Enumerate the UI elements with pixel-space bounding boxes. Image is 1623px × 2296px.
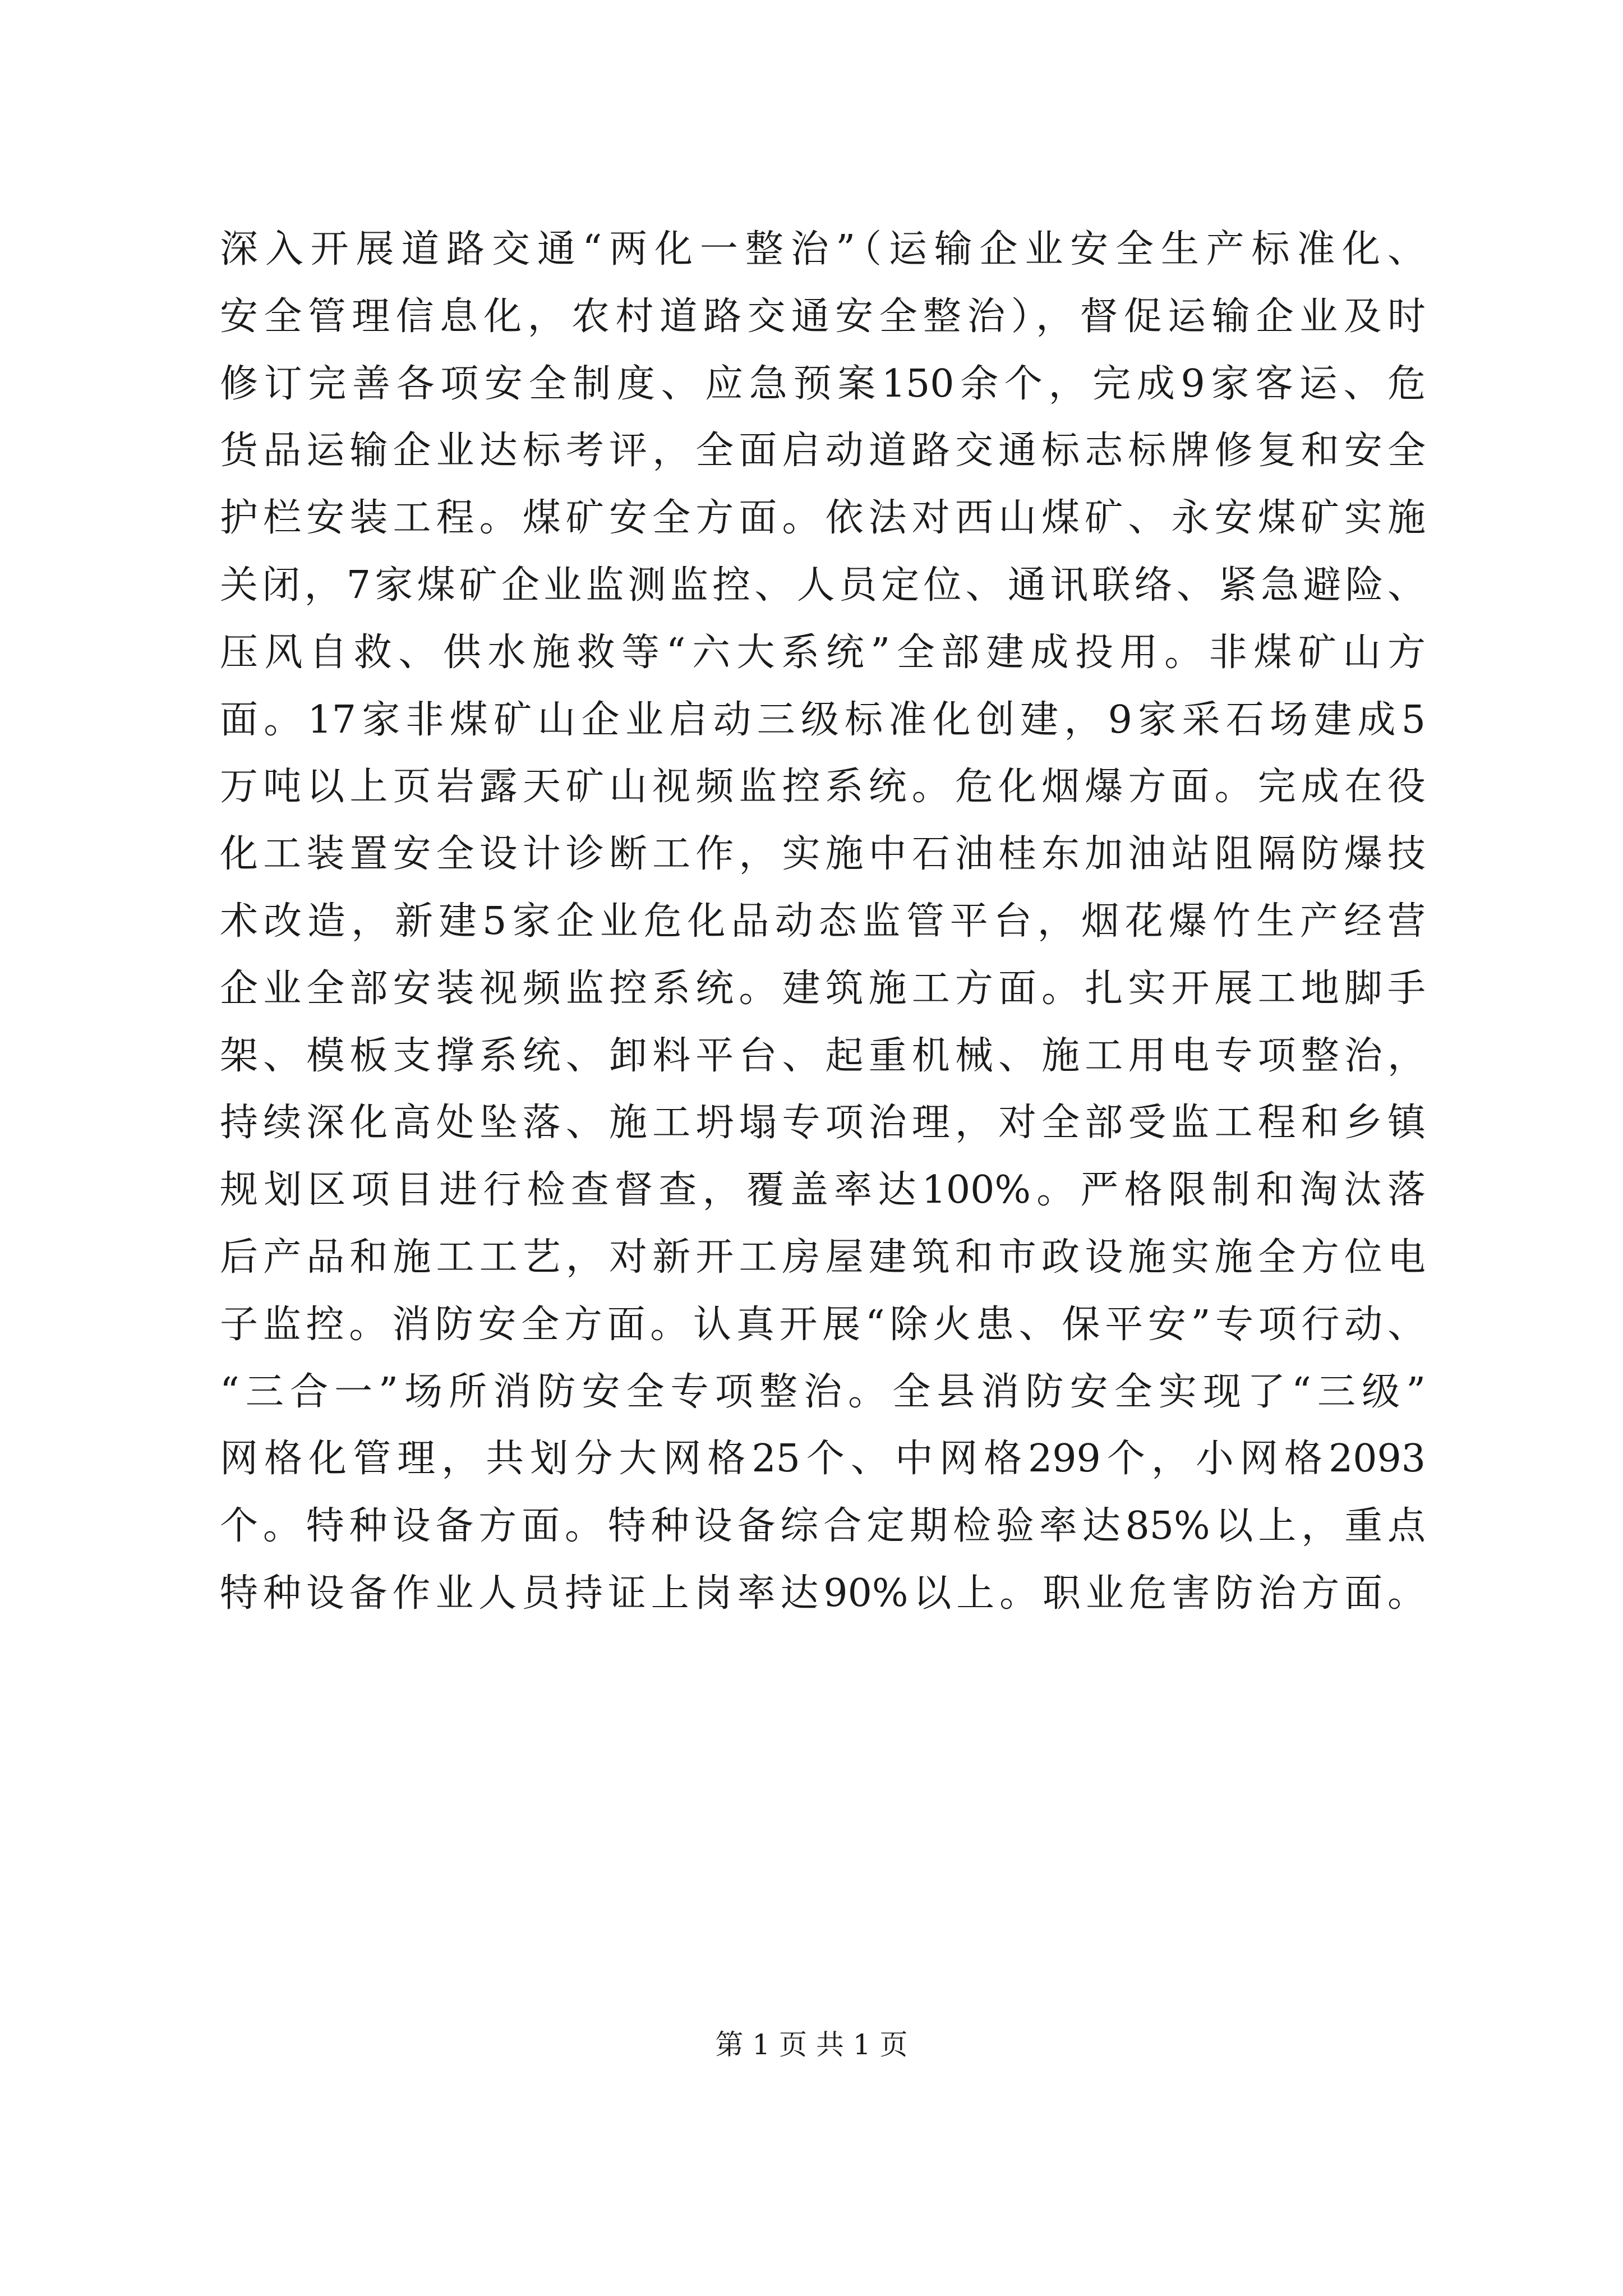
paragraph-line: 持续深化高处坠落、施工坍塌专项治理，对全部受监工程和乡镇	[220, 1101, 1426, 1145]
paragraph-line: 子监控。消防安全方面。认真开展“除火患、保平安”专项行动、	[220, 1302, 1426, 1347]
paragraph-line: 深入开展道路交通“两化一整治”（运输企业安全生产标准化、	[220, 227, 1426, 272]
paragraph-line: 万吨以上页岩露天矿山视频监控系统。危化烟爆方面。完成在役	[220, 765, 1426, 809]
paragraph-line: 网格化管理，共划分大网格25个、中网格299个，小网格2093	[220, 1437, 1426, 1481]
page-number-label: 第 1 页 共 1 页	[715, 2028, 908, 2061]
paragraph-line: 后产品和施工工艺，对新开工房屋建筑和市政设施实施全方位电	[220, 1235, 1426, 1280]
paragraph-line: “三合一”场所消防安全专项整治。全县消防安全实现了“三级”	[220, 1369, 1426, 1414]
paragraph-line: 修订完善各项安全制度、应急预案150余个，完成9家客运、危	[220, 361, 1426, 406]
paragraph-line: 货品运输企业达标考评，全面启动道路交通标志标牌修复和安全	[220, 429, 1426, 473]
paragraph-line: 规划区项目进行检查督查，覆盖率达100%。严格限制和淘汰落	[220, 1168, 1426, 1213]
body-paragraph	[220, 216, 1426, 1627]
paragraph-line: 护栏安装工程。煤矿安全方面。依法对西山煤矿、永安煤矿实施	[220, 496, 1426, 541]
paragraph-line: 术改造，新建5家企业危化品动态监管平台，烟花爆竹生产经营	[220, 899, 1426, 944]
paragraph-line: 压风自救、供水施救等“六大系统”全部建成投用。非煤矿山方	[220, 630, 1426, 675]
paragraph-line: 关闭，7家煤矿企业监测监控、人员定位、通讯联络、紧急避险、	[220, 563, 1426, 608]
paragraph-line: 面。17家非煤矿山企业启动三级标准化创建，9家采石场建成5	[220, 697, 1426, 742]
paragraph-line: 安全管理信息化，农村道路交通安全整治），督促运输企业及时	[220, 294, 1426, 339]
paragraph-line: 特种设备作业人员持证上岗率达90%以上。职业危害防治方面。	[220, 1571, 1426, 1616]
paragraph-line: 个。特种设备方面。特种设备综合定期检验率达85%以上，重点	[220, 1504, 1426, 1549]
page-footer	[0, 2025, 1623, 2064]
paragraph-line: 企业全部安装视频监控系统。建筑施工方面。扎实开展工地脚手	[220, 966, 1426, 1011]
paragraph-line: 架、模板支撑系统、卸料平台、起重机械、施工用电专项整治，	[220, 1033, 1426, 1078]
paragraph-line: 化工装置安全设计诊断工作，实施中石油桂东加油站阻隔防爆技	[220, 832, 1426, 877]
